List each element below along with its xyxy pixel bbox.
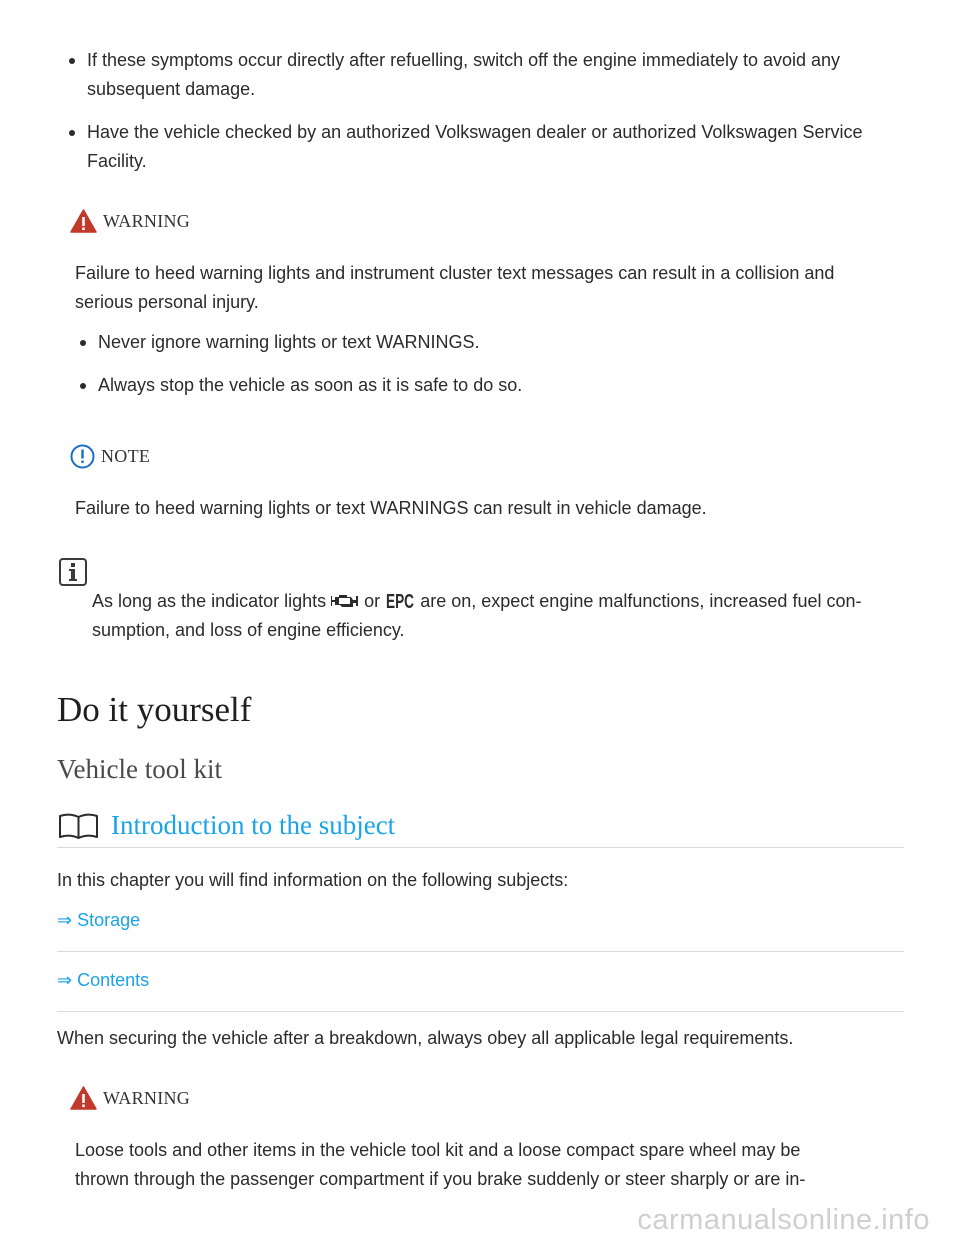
info-text-fragment: As long as the indicator lights	[92, 591, 327, 611]
warning-text	[75, 259, 935, 317]
link-contents[interactable]: ⇒ Contents	[57, 970, 150, 990]
svg-text:EPC: EPC	[386, 591, 415, 613]
warning-triangle-icon	[70, 209, 97, 233]
note-header	[70, 444, 150, 469]
section-heading: Vehicle tool kit	[57, 754, 222, 784]
warning-text-line: Failure to heed warning lights and instrument cluster text messages can result in a collision and	[75, 263, 835, 283]
warning-header	[70, 1086, 190, 1110]
subject-title[interactable]: Introduction to the subject	[111, 810, 396, 840]
divider	[57, 951, 904, 952]
warning-triangle-icon	[70, 1086, 97, 1110]
chapter-heading: Do it yourself	[57, 690, 252, 729]
note-text: Failure to heed warning lights or text WARNINGS can result in vehicle damage.	[75, 498, 707, 518]
subject-heading	[58, 810, 395, 841]
list-item: Never ignore warning lights or text WARNINGS.	[98, 328, 898, 357]
info-icon	[59, 558, 87, 586]
info-line	[92, 587, 942, 616]
list-item: Always stop the vehicle as soon as it is safe to do so.	[98, 371, 898, 400]
warning-text	[75, 1136, 935, 1194]
info-text-fragment: or	[364, 591, 381, 611]
body-text: When securing the vehicle after a breakdown, always obey all applicable legal requirements.	[57, 1028, 794, 1048]
warning-text-line: serious personal injury.	[75, 292, 259, 312]
divider	[57, 847, 904, 848]
epc-indicator-icon	[385, 591, 415, 611]
divider	[57, 1011, 904, 1012]
list-item	[87, 46, 947, 104]
warning-header	[70, 209, 190, 233]
warning-label: WARNING	[103, 210, 191, 231]
warning-text-line: thrown through the passenger compartment if you brake suddenly or steer sharply or are in-	[75, 1169, 806, 1189]
note-label: NOTE	[101, 446, 151, 466]
bullet-line: Have the vehicle checked by an authorized Volkswagen dealer or authorized Volkswagen Service	[87, 122, 863, 142]
intro-text: In this chapter you will find information on the following subjects:	[57, 870, 569, 890]
engine-malfunction-indicator-icon	[331, 591, 359, 611]
info-text	[92, 587, 942, 645]
list-item	[87, 118, 947, 176]
exclamation-circle-icon	[70, 444, 95, 469]
open-book-icon	[58, 811, 99, 841]
bullet-line: Facility.	[87, 151, 147, 171]
warning-text-line: Loose tools and other items in the vehicle tool kit and a loose compact spare wheel may be	[75, 1140, 801, 1160]
info-line: sumption, and loss of engine efficiency.	[92, 620, 405, 640]
watermark: carmanualsonline.info	[637, 1204, 930, 1236]
info-text-fragment: are on, expect engine malfunctions, increased fuel con-	[420, 591, 862, 611]
warning-label: WARNING	[103, 1087, 191, 1108]
bullet-line: If these symptoms occur directly after refuelling, switch off the engine immediately to avoid any	[87, 50, 841, 70]
bullet-line: subsequent damage.	[87, 79, 256, 99]
link-storage[interactable]: ⇒ Storage	[57, 910, 141, 930]
